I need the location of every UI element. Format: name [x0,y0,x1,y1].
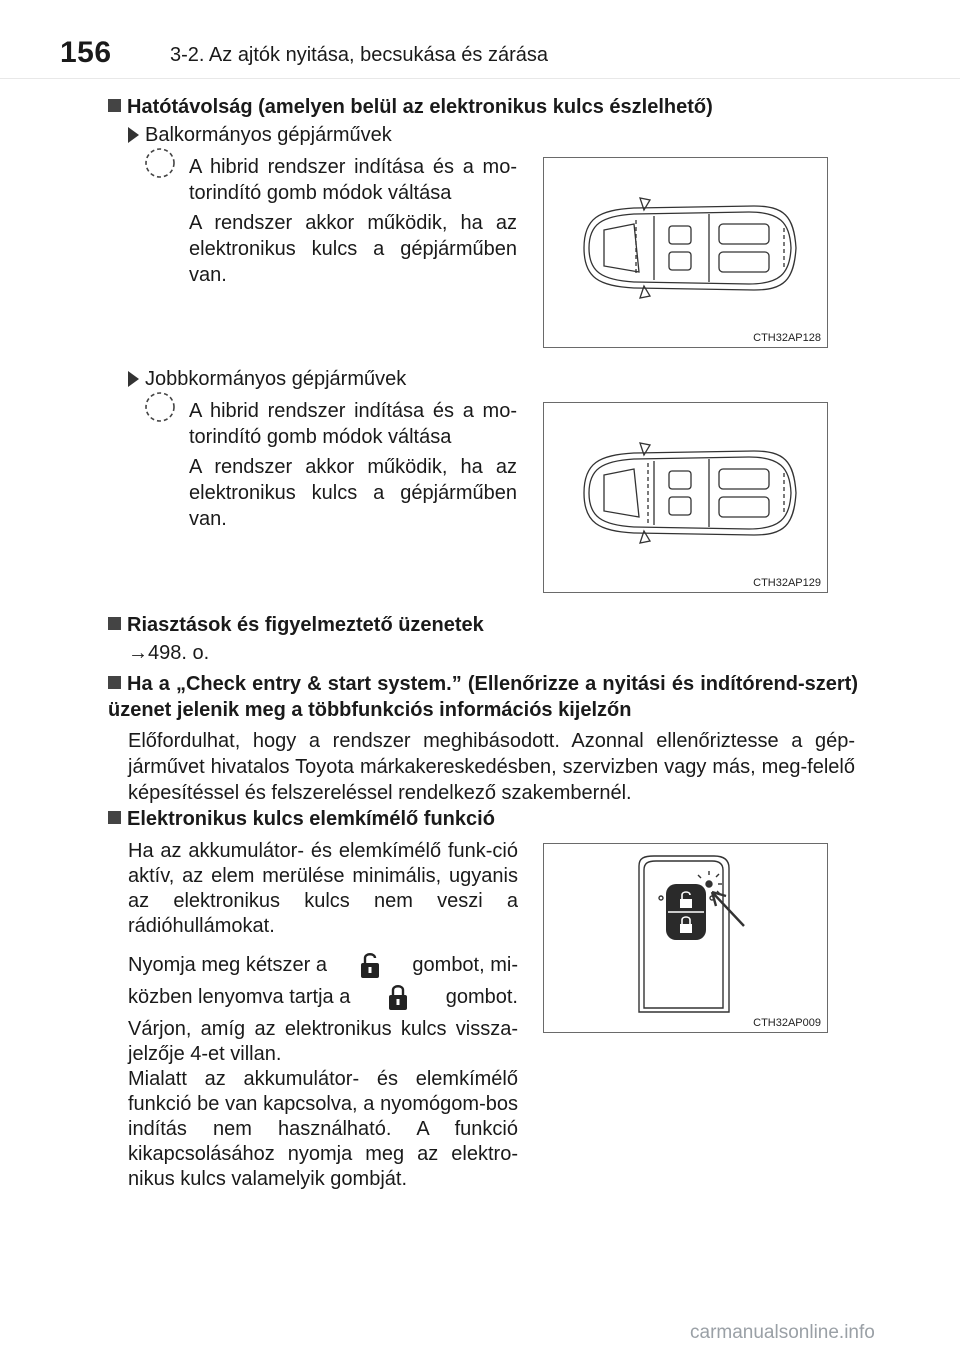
section-title-check-entry: Ha a „Check entry & start system.” (Ellenőrizze a nyitási és indítórend-szert) üzenet jelenik meg a többfunkciós információs kijelzőn [108,673,858,721]
page-number: 156 [60,36,112,69]
section-bullet [108,617,121,630]
subheading-rhd: Jobbkormányos gépjárművek [128,366,406,392]
car-topview-illustration [544,158,827,347]
check-entry-body: Előfordulhat, hogy a rendszer meghibásodott. Azonnal ellenőriztesse a gép-járművet hivatalos Toyota márkakereskedésben, szervizben vagy más, meg-felelő képesítéssel és felszereléssel rendelkező szakembernél. [128,730,855,804]
section-bullet [108,99,121,112]
figure-code-lhd: CTH32AP128 [753,332,821,344]
battery-saver-para2: Várjon, amíg az elektronikus kulcs vissza-jelzője 4-et villan. [128,1018,518,1065]
chapter-header: 3-2. Az ajtók nyitása, becsukása és zárása [170,44,548,66]
circle-body-lhd: A rendszer akkor működik, ha az elektronikus kulcs a gépjárműben van. [189,212,517,286]
circle-title-rhd: A hibrid rendszer indítása és a mo-torindító gomb módok váltása [189,400,517,448]
figure-rhd-car [543,402,828,593]
dashed-circle-icon [143,390,177,424]
battery-saver-para3: Mialatt az akkumulátor- és elemkímélő funkció be van kapcsolva, a nyomógom-bos indítás nem használható. A funkció kikapcsolásához nyomja meg az elektro-nikus kulcs valamelyik gombját. [128,1068,518,1190]
figure-lhd-car [543,157,828,348]
triangle-bullet-icon [128,371,139,387]
watermark: carmanualsonline.info [690,1322,875,1343]
section-bullet [108,811,121,824]
section-title-battery-saver: Elektronikus kulcs elemkímélő funkció [108,806,495,832]
battery-saver-para1: Ha az akkumulátor- és elemkímélő funk-ció aktív, az elem merülése minimális, ugyanis az elektronikus kulcs nem veszi a rádióhullámokat. [128,840,518,937]
key-fob-illustration [544,844,827,1032]
dashed-circle-icon [143,146,177,180]
figure-key-fob [543,843,828,1033]
instruction-line-1: Nyomja meg kétszer a gombot, mi- [128,950,518,980]
section-title-alarms: Riasztások és figyelmeztető üzenetek [108,612,484,638]
subheading-lhd: Balkormányos gépjárművek [128,122,392,148]
header-divider [0,78,960,79]
triangle-bullet-icon [128,127,139,143]
lock-icon [387,982,409,1012]
circle-body-rhd: A rendszer akkor működik, ha az elektronikus kulcs a gépjárműben van. [189,456,517,530]
section-title-range: Hatótávolság (amelyen belül az elektronikus kulcs észlelhető) [108,94,713,120]
figure-code-rhd: CTH32AP129 [753,577,821,589]
car-topview-illustration [544,403,827,592]
page-reference-link[interactable]: →498. o. [128,642,210,664]
section-bullet [108,676,121,689]
unlock-icon [359,950,381,980]
instruction-line-2: közben lenyomva tartja a gombot. [128,982,518,1012]
circle-title-lhd: A hibrid rendszer indítása és a mo-torindító gomb módok váltása [189,156,517,204]
figure-code-key: CTH32AP009 [753,1017,821,1029]
